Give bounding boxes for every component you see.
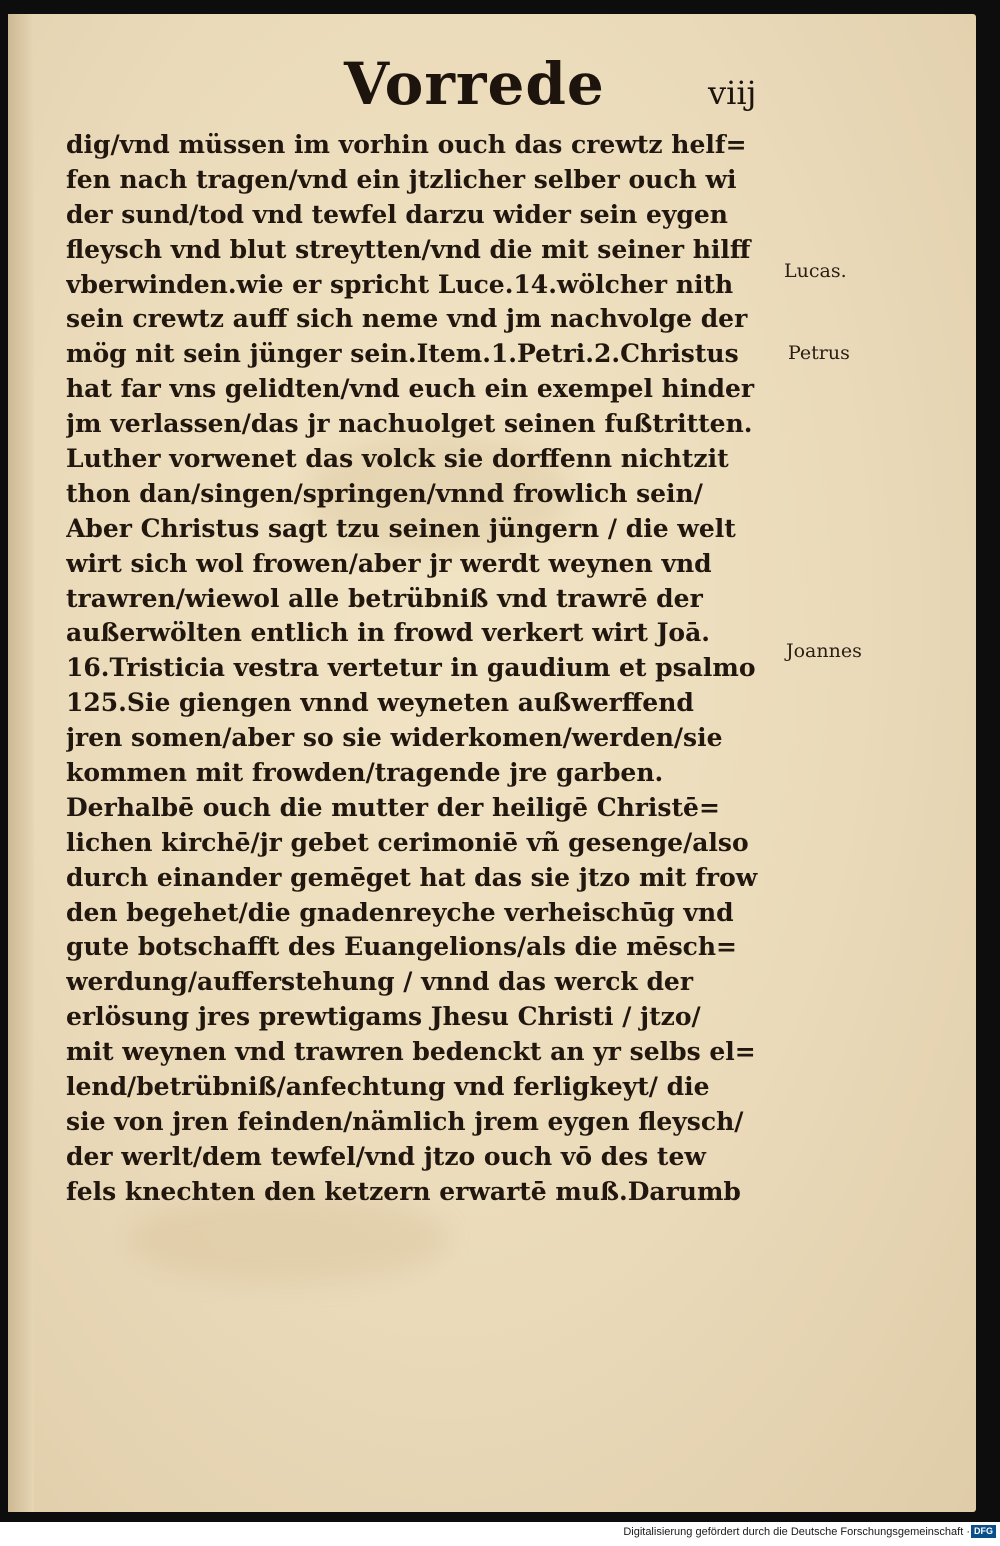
text-line: gute botschafft des Euangelions/als die mēsch= [66, 932, 738, 962]
margin-note-joannes: Joannes [786, 640, 862, 662]
text-line: thon dan/singen/springen/vnnd frowlich sein/ [66, 478, 703, 508]
text-line: lend/betrübniß/anfechtung vnd ferligkeyt/ die [66, 1072, 710, 1102]
text-line: dig/vnd müssen im vorhin ouch das crewtz helf= [66, 130, 747, 159]
text-line: trawren/wiewol alle betrübniß vnd trawrē der [66, 583, 703, 613]
digitization-credit: Digitalisierung gefördert durch die Deutsche Forschungsgemeinschaft · [623, 1526, 970, 1538]
text-line: sein crewtz auff sich neme vnd jm nachvolge der [66, 304, 748, 334]
text-line: 125.Sie giengen vnnd weyneten außwerffend [66, 688, 694, 718]
text-line: fen nach tragen/vnd ein jtzlicher selber ouch wi [66, 164, 737, 194]
running-heading: Vorrede [344, 50, 605, 118]
text-line: hat far vns gelidten/vnd euch ein exempel hinder [66, 374, 755, 404]
text-line: durch einander gemēget hat das sie jtzo mit frow [66, 862, 758, 892]
text-line: Luther vorwenet das volck sie dorffenn nichtzit [66, 444, 729, 474]
margin-note-petrus: Petrus [788, 342, 850, 364]
page-gutter [8, 14, 34, 1512]
text-line: lichen kirchē/jr gebet cerimoniē vñ gesenge/also [66, 827, 749, 857]
text-line: der werlt/dem tewfel/vnd jtzo ouch vō des tew [66, 1141, 706, 1171]
text-line: mit weynen vnd trawren bedenckt an yr selbs el= [66, 1037, 756, 1067]
text-line: vberwinden.wie er spricht Luce.14.wölcher nith [66, 269, 734, 299]
text-line: erlösung jres prewtigams Jhesu Christi / jtzo/ [66, 1002, 701, 1032]
text-line: werdung/aufferstehung / vnnd das werck der [66, 967, 694, 997]
book-page [8, 14, 976, 1512]
text-line: Aber Christus sagt tzu seinen jüngern / die welt [66, 513, 736, 543]
text-line: jm verlassen/das jr nachuolget seinen fußtritten. [66, 409, 753, 439]
text-line: Derhalbē ouch die mutter der heiligē Christē= [66, 792, 720, 822]
text-line: jren somen/aber so sie widerkomen/werden/sie [66, 723, 723, 753]
text-line: mög nit sein jünger sein.Item.1.Petri.2.Christus [66, 339, 739, 369]
text-line: der sund/tod vnd tewfel darzu wider sein eygen [66, 199, 728, 229]
text-line: fleysch vnd blut streytten/vnd die mit seiner hilff [66, 234, 751, 264]
text-line: 16.Tristicia vestra vertetur in gaudium et psalmo [66, 653, 756, 683]
dfg-logo: DFG [971, 1525, 996, 1538]
body-text [66, 128, 786, 1210]
text-line: sie von jren feinden/nämlich jrem eygen fleysch/ [66, 1106, 744, 1136]
text-line: fels knechten den ketzern erwartē muß.Darumb [66, 1176, 741, 1206]
folio-number: viij [708, 74, 757, 112]
text-line: außerwölten entlich in frowd verkert wirt Joā. [66, 618, 710, 648]
text-line: kommen mit frowden/tragende jre garben. [66, 758, 664, 788]
margin-note-lucas: Lucas. [784, 260, 847, 282]
text-line: den begehet/die gnadenreyche verheischūg vnd [66, 897, 734, 927]
text-line: wirt sich wol frowen/aber jr werdt weynen vnd [66, 548, 712, 578]
